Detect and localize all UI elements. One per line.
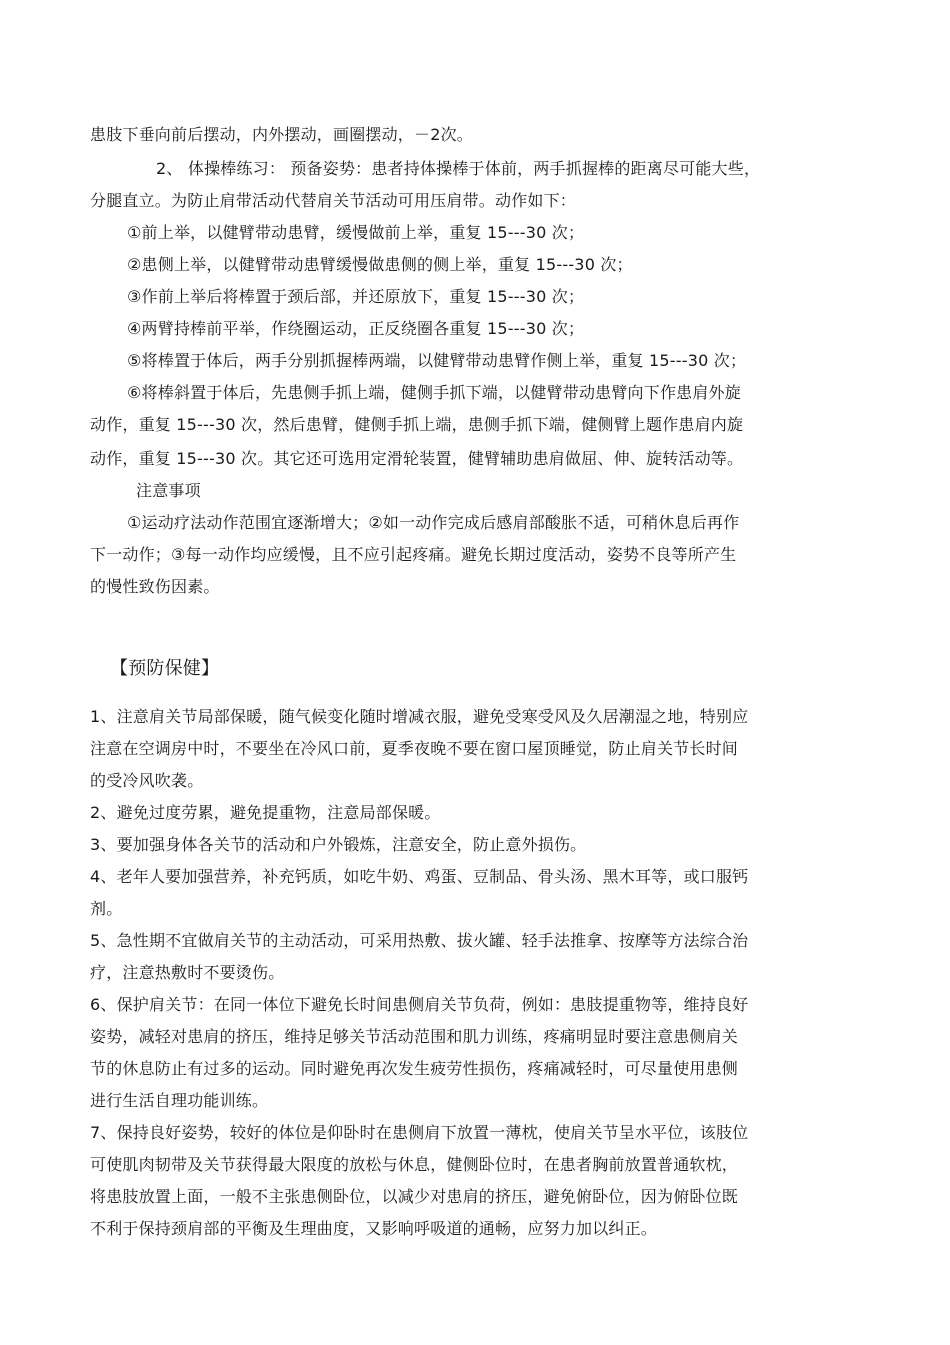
paragraph-line: 动作，重复 15---30 次。其它还可选用定滑轮装置，健臂辅助患肩做屈、伸、旋转活动等。 bbox=[90, 449, 744, 468]
list-item: ⑤将棒置于体后，两手分别抓握棒两端，以健臂带动患臂作侧上举，重复 15---30 次； bbox=[127, 351, 747, 370]
paragraph-line: 的慢性致伤因素。 bbox=[90, 577, 220, 596]
paragraph-line: ①运动疗法动作范围宜逐渐增大；②如一动作完成后感肩部酸胀不适，可稍休息后再作 bbox=[127, 513, 740, 532]
paragraph-line: 2、 体操棒练习： 预备姿势：患者持体操棒于体前，两手抓握棒的距离尽可能大些， bbox=[156, 159, 761, 178]
paragraph-line: 2、避免过度劳累，避免提重物，注意局部保暖。 bbox=[90, 803, 441, 822]
paragraph-line: 注意在空调房中时，不要坐在冷风口前，夏季夜晚不要在窗口屋顶睡觉，防止肩关节长时间 bbox=[90, 739, 739, 758]
list-item: ⑥将棒斜置于体后，先患侧手抓上端，健侧手抓下端，以健臂带动患臂向下作患肩外旋 bbox=[127, 383, 741, 402]
paragraph-line: 6、保护肩关节：在同一体位下避免长时间患侧肩关节负荷，例如：患肢提重物等，维持良好 bbox=[90, 995, 749, 1014]
paragraph-line: 将患肢放置上面，一般不主张患侧卧位，以减少对患肩的挤压，避免俯卧位，因为俯卧位既 bbox=[90, 1187, 739, 1206]
paragraph-line: 3、要加强身体各关节的活动和户外锻炼，注意安全，防止意外损伤。 bbox=[90, 835, 587, 854]
paragraph-line: 1、注意肩关节局部保暖，随气候变化随时增减衣服，避免受寒受风及久居潮湿之地，特别应 bbox=[90, 707, 749, 726]
paragraph-line: 患肢下垂向前后摆动，内外摆动，画圈摆动，－2次。 bbox=[90, 125, 473, 144]
paragraph-line: 可使肌肉韧带及关节获得最大限度的放松与休息，健侧卧位时，在患者胸前放置普通软枕， bbox=[90, 1155, 739, 1174]
paragraph-line: 5、急性期不宜做肩关节的主动活动，可采用热敷、拔火罐、轻手法推拿、按摩等方法综合治 bbox=[90, 931, 749, 950]
paragraph-line: 分腿直立。为防止肩带活动代替肩关节活动可用压肩带。动作如下： bbox=[90, 191, 577, 210]
paragraph-line: 不利于保持颈肩部的平衡及生理曲度，又影响呼吸道的通畅，应努力加以纠正。 bbox=[90, 1219, 658, 1238]
list-item: ①前上举，以健臂带动患臂，缓慢做前上举，重复 15---30 次； bbox=[127, 223, 585, 242]
list-item: ③作前上举后将棒置于颈后部，并还原放下，重复 15---30 次； bbox=[127, 287, 585, 306]
paragraph-line: 的受冷风吹袭。 bbox=[90, 771, 204, 790]
paragraph-line: 7、保持良好姿势，较好的体位是仰卧时在患侧肩下放置一薄枕，使肩关节呈水平位，该肢位 bbox=[90, 1123, 749, 1142]
paragraph-line: 姿势，减轻对患肩的挤压，维持足够关节活动范围和肌力训练，疼痛明显时要注意患侧肩关 bbox=[90, 1027, 739, 1046]
paragraph-line: 疗，注意热敷时不要烫伤。 bbox=[90, 963, 285, 982]
paragraph-line: 进行生活自理功能训练。 bbox=[90, 1091, 269, 1110]
section-heading: 【预防保健】 bbox=[110, 658, 220, 679]
paragraph-line: 4、老年人要加强营养，补充钙质，如吃牛奶、鸡蛋、豆制品、骨头汤、黑木耳等，或口服钙 bbox=[90, 867, 749, 886]
paragraph-line: 节的休息防止有过多的运动。同时避免再次发生疲劳性损伤，疼痛减轻时，可尽量使用患侧 bbox=[90, 1059, 739, 1078]
list-item: ②患侧上举，以健臂带动患臂缓慢做患侧的侧上举，重复 15---30 次； bbox=[127, 255, 633, 274]
paragraph-line: 动作，重复 15---30 次，然后患臂，健侧手抓上端，患侧手抓下端，健侧臂上题作患肩内旋 bbox=[90, 415, 744, 434]
list-item: ④两臂持棒前平举，作绕圈运动，正反绕圈各重复 15---30 次； bbox=[127, 319, 585, 338]
paragraph-line: 下一动作；③每一动作均应缓慢，且不应引起疼痛。避免长期过度活动，姿势不良等所产生 bbox=[90, 545, 737, 564]
paragraph-line: 剂。 bbox=[90, 899, 123, 918]
subheading: 注意事项 bbox=[136, 481, 201, 500]
